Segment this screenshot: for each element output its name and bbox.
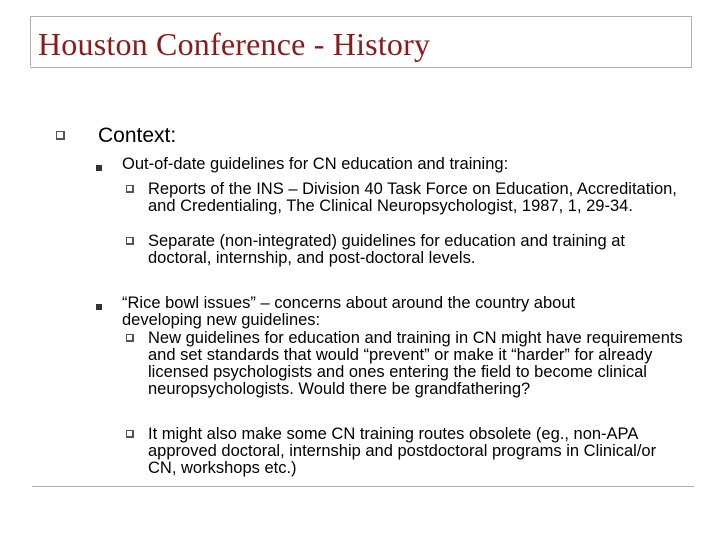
context-label: Context: [98, 124, 177, 147]
filled-square-icon [96, 304, 102, 310]
hollow-square-icon [56, 131, 65, 140]
list-item-text: “Rice bowl issues” – concerns about around the country about developing new guidelines: [122, 294, 576, 329]
list-item-text: Out-of-date guidelines for CN education and training: [122, 155, 509, 173]
frame-right-border [691, 16, 692, 68]
title-divider [30, 67, 692, 68]
sub-list-item-text: Separate (non-integrated) guidelines for education and training at doctoral, internship, and post-doctoral levels. [148, 232, 625, 267]
filled-square-icon [96, 165, 102, 171]
hollow-square-icon [126, 430, 134, 438]
sub-list-item-text: Reports of the INS – Division 40 Task Force on Education, Accreditation, and Credentialing, The Clinical Neuropsychologist, 1987, 1, 29-34. [148, 180, 677, 215]
hollow-square-icon [126, 334, 134, 342]
frame-left-border [30, 16, 31, 66]
hollow-square-icon [126, 237, 134, 245]
slide-title: Houston Conference - History [38, 26, 431, 62]
sub-list-item-text: It might also make some CN training routes obsolete (eg., non-APA approved doctoral, internship and postdoctoral programs in Clinical/or CN, workshops etc.) [148, 425, 657, 477]
sub-list-item-text: New guidelines for education and training in CN might have requirements and set standards that would “prevent” or make it “harder” for already licensed psychologists and ones entering the field to become clinical neuropsychologists. Would there be grandfathering? [148, 329, 683, 398]
hollow-square-icon [126, 185, 134, 193]
footer-divider [32, 486, 694, 487]
frame-top-border [30, 16, 692, 17]
